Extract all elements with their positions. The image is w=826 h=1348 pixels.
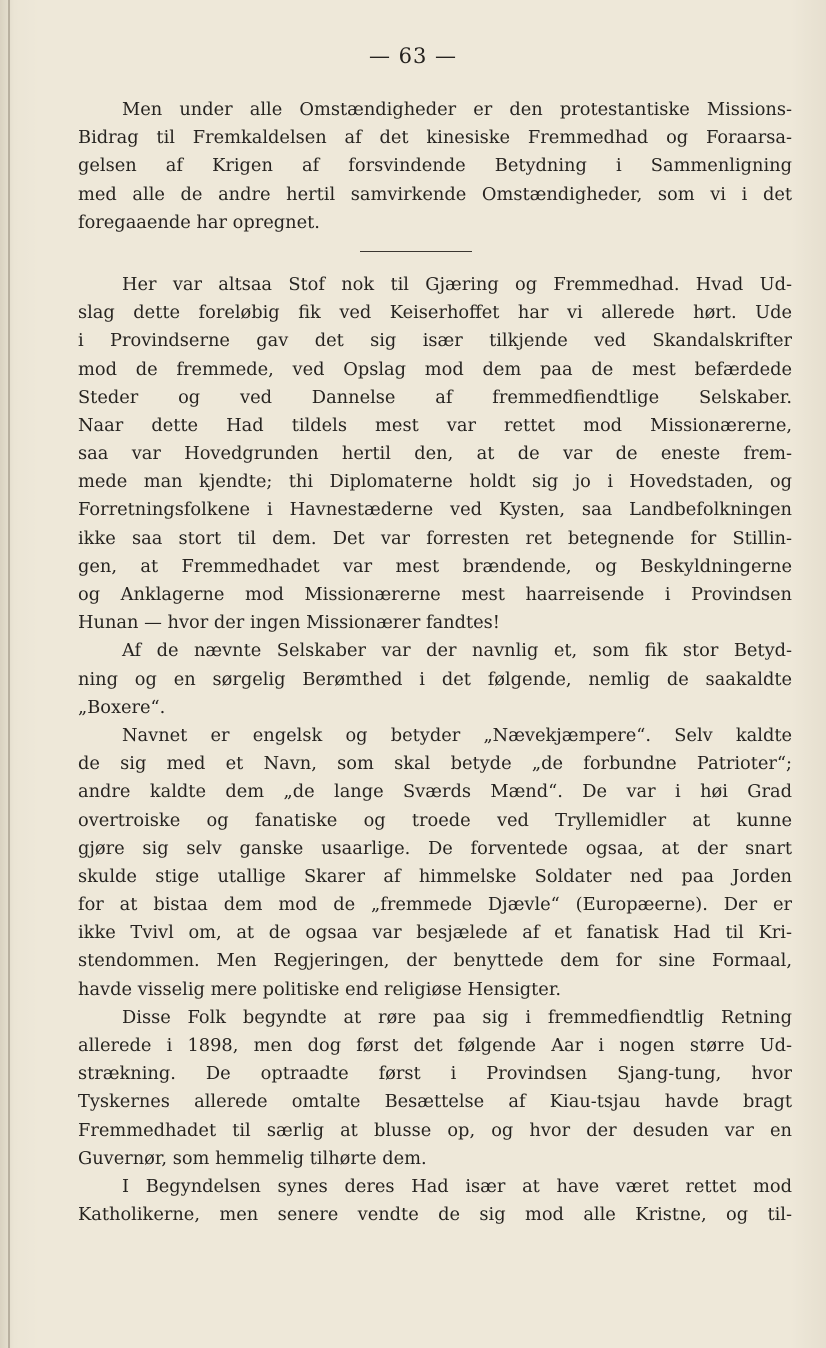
text-line: og Anklagerne mod Missionærerne mest haarreisende i Provindsen <box>78 584 792 605</box>
text-line: overtroiske og fanatiske og troede ved Tryllemidler at kunne <box>78 809 792 831</box>
text-line: Fremmedhadet til særlig at blusse op, og hvor der desuden var en <box>78 1119 792 1141</box>
text-line: Hunan — hvor der ingen Missionærer fandtes! <box>78 612 500 634</box>
text-line: skulde stige utallige Skarer af himmelske Soldater ned paa Jorden <box>78 865 792 887</box>
paragraph-4 <box>78 722 792 1004</box>
text-line: stendommen. Men Regjeringen, der benyttede dem for sine Formaal, <box>78 950 792 972</box>
text-line: mede man kjendte; thi Diplomaterne holdt sig jo i Hovedstaden, og <box>78 471 792 493</box>
text-line: allerede i 1898, men dog først det følgende Aar i nogen større Ud- <box>78 1035 792 1056</box>
text-line: ning og en sørgelig Berømthed i det følgende, nemlig de saakaldte <box>78 668 792 690</box>
paragraph-6 <box>78 1173 792 1229</box>
text-line: Forretningsfolkene i Havnestæderne ved Kysten, saa Landbefolkningen <box>78 499 792 521</box>
page-binding-edge <box>8 0 10 1348</box>
divider-rule <box>360 251 472 252</box>
text-line: for at bistaa dem mod de „fremmede Djævle“ (Europæerne). Der er <box>78 894 792 916</box>
text-line: Naar dette Had tildels mest var rettet mod Missionærerne, <box>78 414 792 436</box>
paragraph-1 <box>78 96 792 237</box>
page-number: — 63 — <box>368 44 458 68</box>
paragraph-5 <box>78 1004 792 1173</box>
text-line: Navnet er engelsk og betyder „Nævekjæmpere“. Selv kaldte <box>122 724 792 746</box>
text-line: gen, at Fremmedhadet var mest brændende, og Beskyldningerne <box>78 555 792 577</box>
text-line: Her var altsaa Stof nok til Gjæring og Fremmedhad. Hvad Ud- <box>122 273 792 295</box>
text-line: ikke Tvivl om, at de ogsaa var besjælede af et fanatisk Had til Kri- <box>78 922 792 944</box>
text-line: havde visselig mere politiske end religiøse Hensigter. <box>78 978 562 1000</box>
paragraph-2 <box>78 271 792 637</box>
text-line: foregaaende har opregnet. <box>78 211 320 233</box>
text-line: „Boxere“. <box>78 696 166 718</box>
text-line: I Begyndelsen synes deres Had især at have været rettet mod <box>122 1175 792 1197</box>
text-line: ikke saa stort til dem. Det var forresten ret betegnende for Stillin- <box>78 527 792 549</box>
text-line: Tyskernes allerede omtalte Besættelse af Kiau-tsjau havde bragt <box>78 1091 792 1113</box>
text-line: Disse Folk begyndte at røre paa sig i fremmedfiendtlig Retning <box>122 1006 792 1028</box>
text-line: med alle de andre hertil samvirkende Omstændigheder, som vi i det <box>78 183 792 205</box>
text-line: i Provindserne gav det sig især tilkjende ved Skandalskrifter <box>78 330 792 352</box>
body-text <box>78 96 792 1229</box>
text-line: Guvernør, som hemmelig tilhørte dem. <box>78 1147 427 1169</box>
text-line: Af de nævnte Selskaber var der navnlig et, som fik stor Betyd- <box>122 640 792 662</box>
text-line: de sig med et Navn, som skal betyde „de forbundne Patrioter“; <box>78 753 792 775</box>
text-line: Men under alle Omstændigheder er den protestantiske Missions- <box>122 99 792 120</box>
text-line: strækning. De optraadte først i Provindsen Sjang-tung, hvor <box>78 1063 792 1085</box>
text-line: andre kaldte dem „de lange Sværds Mænd“. De var i høi Grad <box>78 781 792 803</box>
text-line: saa var Hovedgrunden hertil den, at de var de eneste frem- <box>78 443 792 465</box>
text-line: mod de fremmede, ved Opslag mod dem paa de mest befærdede <box>78 358 792 380</box>
text-line: gjøre sig selv ganske usaarlige. De forventede ogsaa, at der snart <box>78 837 792 859</box>
text-line: Steder og ved Dannelse af fremmedfiendtlige Selskaber. <box>78 386 792 408</box>
text-line: gelsen af Krigen af forsvindende Betydning i Sammenligning <box>78 155 792 177</box>
paragraph-3 <box>78 637 792 722</box>
text-line: slag dette foreløbig fik ved Keiserhoffet har vi allerede hørt. Ude <box>78 302 792 324</box>
section-divider <box>78 237 792 271</box>
text-line: Katholikerne, men senere vendte de sig mod alle Kristne, og til- <box>78 1204 792 1226</box>
text-line: Bidrag til Fremkaldelsen af det kinesiske Fremmedhad og Foraarsa- <box>78 127 792 149</box>
